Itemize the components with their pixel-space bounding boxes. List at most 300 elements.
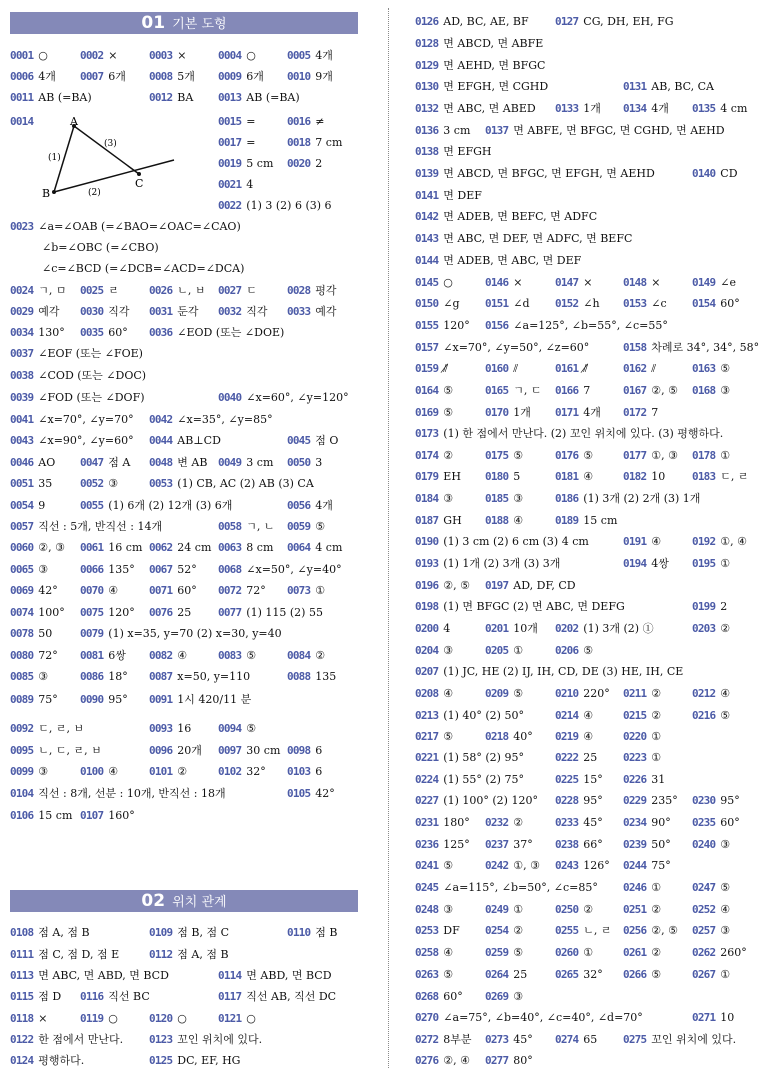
problem-number: 0010 <box>287 70 311 83</box>
answer-text: 점 A, 점 B <box>38 926 90 939</box>
answer-item <box>692 878 730 898</box>
answer-item <box>80 806 135 826</box>
problem-number: 0013 <box>218 91 242 104</box>
problem-number: 0055 <box>80 499 104 512</box>
answer-item <box>10 966 169 986</box>
problem-number: 0133 <box>555 102 579 115</box>
answer-item <box>485 294 530 314</box>
answer-row <box>10 646 358 666</box>
problem-number: 0038 <box>10 369 34 382</box>
answer-text: AB, BC, CA <box>651 80 714 93</box>
answer-row <box>10 281 358 301</box>
problem-number: 0001 <box>10 49 34 62</box>
problem-number: 0008 <box>149 70 173 83</box>
answer-item <box>415 511 462 531</box>
answer-text: ⑤ <box>443 730 454 743</box>
answer-row <box>10 1009 358 1029</box>
answer-item <box>555 467 593 487</box>
problem-number: 0270 <box>415 1011 439 1024</box>
answer-row <box>10 474 358 494</box>
problem-number: 0265 <box>555 968 579 981</box>
answer-text: 220° <box>583 687 610 700</box>
label-1: (1) <box>48 153 61 163</box>
answer-item <box>10 474 52 494</box>
answer-row <box>10 806 358 826</box>
answer-item <box>623 856 671 876</box>
problem-number: 0210 <box>555 687 579 700</box>
answer-row <box>10 624 358 644</box>
answer-item <box>555 294 600 314</box>
problem-number: 0075 <box>80 606 104 619</box>
problem-number: 0022 <box>218 199 242 212</box>
problem-number: 0132 <box>415 102 439 115</box>
answer-text: × <box>177 49 187 62</box>
answer-row <box>415 900 760 920</box>
answer-text: 160° <box>108 809 135 822</box>
problem-number: 0158 <box>623 341 647 354</box>
answer-item <box>415 619 450 639</box>
answer-item <box>623 446 678 466</box>
problem-number: 0094 <box>218 722 242 735</box>
answer-row <box>10 517 358 537</box>
problem-number: 0237 <box>485 838 509 851</box>
answer-text: DF <box>443 924 460 937</box>
problem-number: 0003 <box>149 49 173 62</box>
answer-text: 95° <box>108 693 128 706</box>
answer-item <box>692 381 730 401</box>
answer-text: ⑤ <box>720 362 731 375</box>
answer-text: ○ <box>246 1012 256 1025</box>
problem-number: 0051 <box>10 477 34 490</box>
problem-number: 0258 <box>415 946 439 959</box>
problem-number: 0080 <box>10 649 34 662</box>
problem-number: 0242 <box>485 859 509 872</box>
problem-number: 0059 <box>287 520 311 533</box>
problem-number: 0172 <box>623 406 647 419</box>
answer-item <box>485 511 523 531</box>
answer-text: ② <box>583 903 594 916</box>
problem-number: 0026 <box>149 284 173 297</box>
answer-item <box>692 706 730 726</box>
problem-number: 0079 <box>80 627 104 640</box>
answer-row <box>415 403 760 423</box>
problem-number: 0155 <box>415 319 439 332</box>
problem-number: 0048 <box>149 456 173 469</box>
answer-text: ② <box>651 903 662 916</box>
problem-number: 0154 <box>692 297 716 310</box>
answer-item <box>415 229 632 249</box>
problem-number: 0276 <box>415 1054 439 1067</box>
answer-text: AB (=BA) <box>246 91 300 104</box>
answer-row <box>415 813 760 833</box>
answer-item <box>218 762 266 782</box>
answer-text: 50° <box>651 838 671 851</box>
problem-number: 0072 <box>218 584 242 597</box>
answer-item <box>10 323 65 343</box>
answer-item <box>10 46 48 66</box>
answer-item <box>80 1009 118 1029</box>
answer-text: CD <box>720 167 738 180</box>
answer-item <box>623 381 678 401</box>
answer-text: 면 ABCD, 면 ABFE <box>443 37 544 50</box>
answer-item <box>415 142 491 162</box>
problem-number: 0124 <box>10 1054 34 1067</box>
answer-row <box>10 344 358 364</box>
answer-text: ① <box>651 751 662 764</box>
problem-number: 0275 <box>623 1033 647 1046</box>
answer-item <box>415 251 581 271</box>
answer-item <box>80 67 126 87</box>
answer-item <box>485 619 538 639</box>
problem-number: 0121 <box>218 1012 242 1025</box>
answer-item <box>149 560 197 580</box>
answer-text: 15 cm <box>38 809 73 822</box>
answer-text: ∠x=90°, ∠y=60° <box>38 434 134 447</box>
answer-row <box>10 46 358 66</box>
answer-item <box>149 923 229 943</box>
answer-text: ⫽̸ <box>583 362 589 375</box>
problem-number: 0093 <box>149 722 173 735</box>
answer-text: ② <box>651 687 662 700</box>
point-b <box>52 190 56 194</box>
answer-text: ①, ④ <box>720 535 748 548</box>
answer-item <box>415 1051 470 1071</box>
answer-text: 2 <box>315 157 323 170</box>
answer-row <box>415 791 760 811</box>
answer-text: 평행하다. <box>38 1054 85 1067</box>
answer-text: ④ <box>583 470 594 483</box>
answer-row <box>415 684 760 704</box>
problem-number: 0005 <box>287 49 311 62</box>
answer-item <box>10 784 226 804</box>
answer-text: ⑤ <box>513 946 524 959</box>
problem-number: 0205 <box>485 644 509 657</box>
problem-number: 0250 <box>555 903 579 916</box>
problem-number: 0069 <box>10 584 34 597</box>
problem-number: 0176 <box>555 449 579 462</box>
answer-item <box>218 538 273 558</box>
problem-number: 0067 <box>149 563 173 576</box>
answer-row <box>415 835 760 855</box>
answer-text: 32° <box>583 968 603 981</box>
answer-item <box>287 581 325 601</box>
answer-item <box>555 99 601 119</box>
answer-item <box>692 294 740 314</box>
answer-item <box>555 965 603 985</box>
problem-number: 0229 <box>623 794 647 807</box>
answer-text: 7 <box>651 406 659 419</box>
answer-item <box>415 338 589 358</box>
answer-text: 80° <box>513 1054 533 1067</box>
problem-number: 0252 <box>692 903 716 916</box>
problem-number: 0147 <box>555 276 579 289</box>
answer-item <box>287 741 322 761</box>
answer-item <box>692 273 736 293</box>
problem-number: 0143 <box>415 232 439 245</box>
problem-number: 0150 <box>415 297 439 310</box>
answer-item <box>415 359 448 379</box>
problem-number: 0100 <box>80 765 104 778</box>
answer-item <box>287 646 325 666</box>
problem-number: 0041 <box>10 413 34 426</box>
problem-number: 0198 <box>415 600 439 613</box>
label-a: A <box>70 116 78 128</box>
problem-number: 0232 <box>485 816 509 829</box>
answer-text: ㄱ, ㅁ <box>38 284 67 297</box>
answer-row <box>10 88 358 108</box>
problem-number: 0220 <box>623 730 647 743</box>
answer-row <box>415 1030 760 1050</box>
answer-item <box>10 624 52 644</box>
answer-item <box>623 748 661 768</box>
problem-number: 0230 <box>692 794 716 807</box>
answer-item <box>218 154 273 174</box>
answer-text: 5개 <box>177 70 195 83</box>
answer-item <box>623 770 665 790</box>
problem-number: 0140 <box>692 167 716 180</box>
problem-number: 0126 <box>415 15 439 28</box>
problem-number: 0219 <box>555 730 579 743</box>
answer-item <box>692 597 727 617</box>
triangle-diagram <box>32 116 182 200</box>
answer-item <box>149 646 187 666</box>
answer-text: × <box>38 1012 48 1025</box>
answer-text: 50 <box>38 627 53 640</box>
answer-text: 꼬인 위치에 있다. <box>651 1033 737 1046</box>
answer-row <box>415 99 760 119</box>
answer-text: 면 AEHD, 면 BFGC <box>443 59 546 72</box>
answer-item <box>218 175 253 195</box>
section-title: 기본 도형 <box>172 17 227 32</box>
problem-number: 0162 <box>623 362 647 375</box>
answer-text: ② <box>177 765 188 778</box>
answer-item <box>485 943 523 963</box>
answer-item <box>218 281 257 301</box>
answer-item <box>80 646 126 666</box>
answer-item <box>218 302 268 322</box>
answer-item <box>10 388 145 408</box>
answer-row <box>10 945 358 965</box>
answer-row <box>10 762 358 782</box>
problem-number: 0109 <box>149 926 173 939</box>
answer-text: ② <box>315 649 326 662</box>
answer-text: 10 <box>720 1011 735 1024</box>
answer-text: 면 EFGH, 면 CGHD <box>443 80 549 93</box>
problem-number: 0137 <box>485 124 509 137</box>
answer-item <box>692 835 730 855</box>
answer-row <box>415 294 760 314</box>
problem-number: 0054 <box>10 499 34 512</box>
answer-text: (1) 3 cm (2) 6 cm (3) 4 cm <box>443 535 589 548</box>
answer-item <box>555 684 610 704</box>
answer-item <box>80 667 128 687</box>
answer-item <box>10 217 241 237</box>
answer-item <box>415 987 463 1007</box>
answer-text: ③ <box>443 492 454 505</box>
problem-number: 0188 <box>485 514 509 527</box>
answer-item <box>623 273 661 293</box>
answer-item <box>692 900 730 920</box>
answer-text: ⑤ <box>246 722 257 735</box>
problem-number: 0095 <box>10 744 34 757</box>
problem-number: 0066 <box>80 563 104 576</box>
answer-text: ∠x=60°, ∠y=120° <box>246 391 349 404</box>
answer-item <box>415 186 482 206</box>
answer-row <box>415 142 760 162</box>
answer-text: ② <box>720 622 731 635</box>
answer-text: 45° <box>583 816 603 829</box>
answer-item <box>149 667 250 687</box>
answer-item <box>218 67 264 87</box>
problem-number: 0179 <box>415 470 439 483</box>
answer-item <box>415 121 470 141</box>
answer-text: ① <box>720 449 731 462</box>
problem-number: 0199 <box>692 600 716 613</box>
answer-text: 6개 <box>246 70 264 83</box>
answer-text: 120° <box>443 319 470 332</box>
problem-number: 0138 <box>415 145 439 158</box>
problem-number: 0053 <box>149 477 173 490</box>
answer-text: 95° <box>720 794 740 807</box>
answer-item <box>415 576 470 596</box>
answer-text: 126° <box>583 859 610 872</box>
problem-number: 0256 <box>623 924 647 937</box>
answer-text: 16 <box>177 722 192 735</box>
answer-text: ∠x=70°, ∠y=70° <box>38 413 134 426</box>
problem-number: 0233 <box>555 816 579 829</box>
answer-text: 18° <box>108 670 128 683</box>
answer-text: 6 <box>315 765 323 778</box>
answer-text: 60° <box>443 990 463 1003</box>
answer-item <box>415 12 529 32</box>
answer-text: ④ <box>108 584 119 597</box>
problem-number: 0241 <box>415 859 439 872</box>
answer-item <box>623 727 661 747</box>
ray-bc <box>54 160 174 192</box>
answer-row <box>415 446 760 466</box>
answer-row <box>415 338 760 358</box>
answer-text: (1) 1개 (2) 3개 (3) 3개 <box>443 557 561 570</box>
problem-number: 0257 <box>692 924 716 937</box>
answer-item <box>80 302 130 322</box>
answer-item <box>10 987 61 1007</box>
answer-item <box>692 791 740 811</box>
answer-item <box>623 554 669 574</box>
answer-row <box>415 489 760 509</box>
answer-text: 차례로 34°, 34°, 58° <box>651 341 760 354</box>
answer-text: 변 AB <box>177 456 208 469</box>
answer-item <box>218 603 323 623</box>
answer-text: ③ <box>513 990 524 1003</box>
problem-number: 0223 <box>623 751 647 764</box>
answer-text: ②, ⑤ <box>651 384 679 397</box>
problem-number: 0090 <box>80 693 104 706</box>
answer-text: 1시 420/11 분 <box>177 693 252 706</box>
problem-number: 0023 <box>10 220 34 233</box>
answer-item <box>415 943 453 963</box>
answer-text: ∠a=75°, ∠b=40°, ∠c=40°, ∠d=70° <box>443 1011 643 1024</box>
problem-number: 0151 <box>485 297 509 310</box>
problem-number: 0239 <box>623 838 647 851</box>
answer-item <box>287 281 337 301</box>
answer-text: ③ <box>513 492 524 505</box>
problem-number: 0052 <box>80 477 104 490</box>
answer-item <box>485 813 523 833</box>
problem-number: 0039 <box>10 391 34 404</box>
answer-item <box>415 446 453 466</box>
problem-number: 0029 <box>10 305 34 318</box>
answer-text: 6쌍 <box>108 649 126 662</box>
answer-item <box>10 366 146 386</box>
answer-text: ≠ <box>315 115 325 128</box>
problem-number: 0120 <box>149 1012 173 1025</box>
problem-number: 0149 <box>692 276 716 289</box>
answer-text: ㄴ, ㅂ <box>177 284 206 297</box>
answer-text: ① <box>315 584 326 597</box>
problem-number: 0255 <box>555 924 579 937</box>
answer-item <box>555 943 593 963</box>
answer-item <box>485 965 527 985</box>
problem-number: 0082 <box>149 649 173 662</box>
answer-text: ∠h <box>583 297 600 310</box>
problem-number: 0180 <box>485 470 509 483</box>
problem-number: 0111 <box>10 948 34 961</box>
answer-item <box>485 856 540 876</box>
answer-item <box>218 646 256 666</box>
answer-item <box>692 554 730 574</box>
answer-item <box>415 748 524 768</box>
answer-text: ○ <box>108 1012 118 1025</box>
answer-item <box>415 294 460 314</box>
problem-number: 0105 <box>287 787 311 800</box>
problem-number: 0021 <box>218 178 242 191</box>
answer-item <box>149 410 273 430</box>
problem-number: 0015 <box>218 115 242 128</box>
answer-item <box>415 532 589 552</box>
problem-number: 0089 <box>10 693 34 706</box>
answer-item <box>623 467 665 487</box>
answer-text: ㄷ <box>246 284 257 297</box>
answer-text: 42° <box>315 787 335 800</box>
problem-number: 0184 <box>415 492 439 505</box>
answer-item <box>10 453 55 473</box>
problem-number: 0073 <box>287 584 311 597</box>
answer-item <box>10 667 48 687</box>
answer-text: ④ <box>177 649 188 662</box>
answer-text: 37° <box>513 838 533 851</box>
problem-number: 0099 <box>10 765 34 778</box>
answer-text: 31 <box>651 773 666 786</box>
answer-item <box>218 741 280 761</box>
problem-number: 0071 <box>149 584 173 597</box>
answer-text: (1) x=35, y=70 (2) x=30, y=40 <box>108 627 282 640</box>
answer-text: = <box>246 115 256 128</box>
answer-text: 72° <box>246 584 266 597</box>
answer-item <box>149 1030 262 1050</box>
answer-item <box>485 921 523 941</box>
answer-text: ②, ⑤ <box>443 579 471 592</box>
answer-item <box>218 453 273 473</box>
answer-row <box>10 302 358 322</box>
answer-item <box>80 323 128 343</box>
problem-number: 0236 <box>415 838 439 851</box>
answer-row <box>10 581 358 601</box>
problem-number: 0253 <box>415 924 439 937</box>
answer-item <box>287 784 335 804</box>
problem-number: 0065 <box>10 563 34 576</box>
answer-text: ∠EOF (또는 ∠FOE) <box>38 347 143 360</box>
answer-item <box>287 667 336 687</box>
